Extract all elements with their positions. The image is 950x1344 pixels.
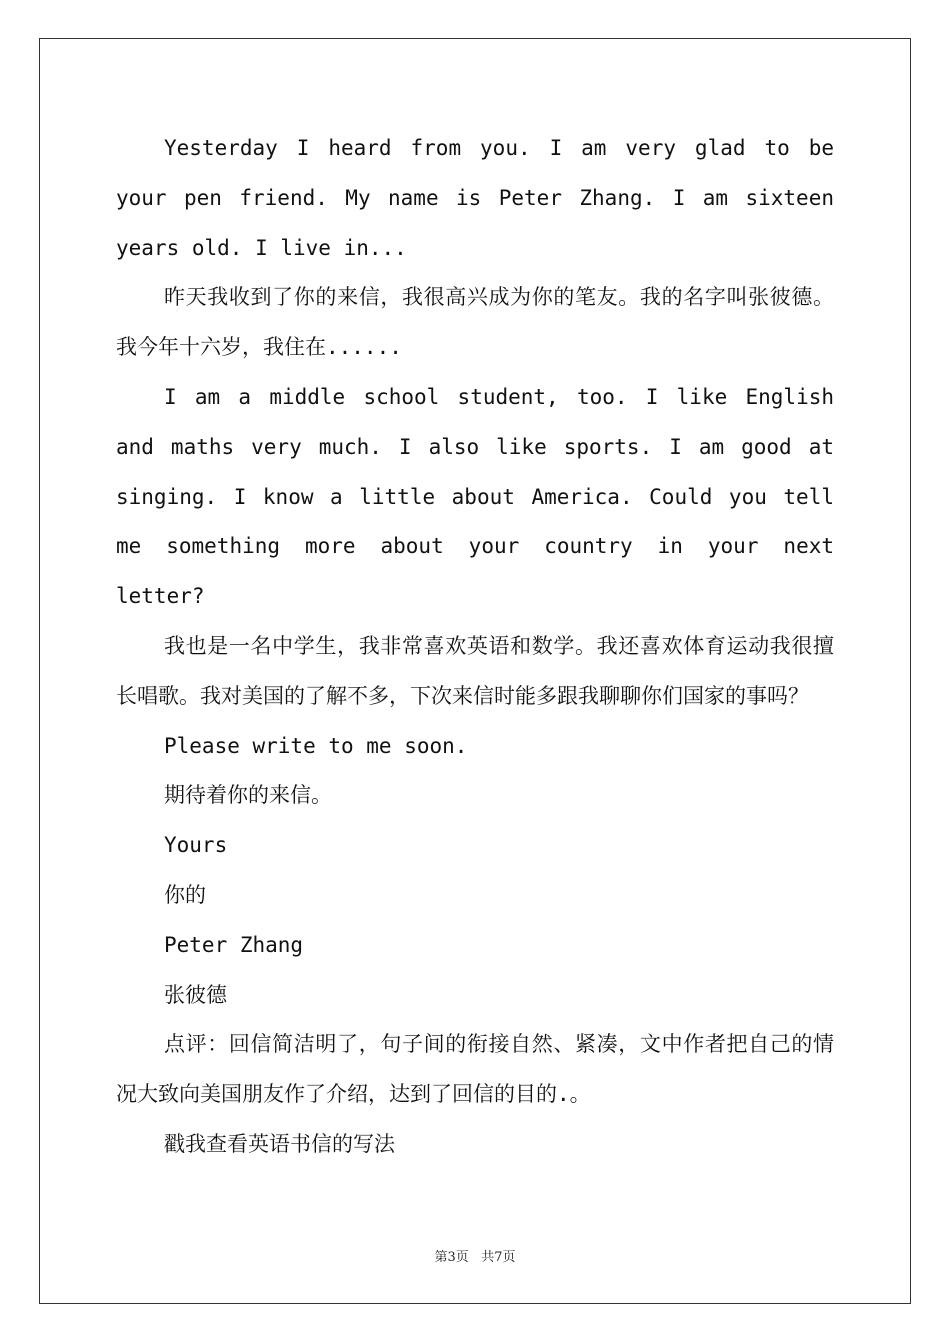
page-number: 第3页: [434, 1250, 469, 1265]
page-total: 共7页: [481, 1250, 516, 1265]
closing-yours: Yours: [164, 833, 228, 858]
signature-name: Peter Zhang: [164, 932, 304, 957]
paragraph-write-soon: Please write to me soon.: [164, 733, 468, 758]
page-footer: [0, 1246, 950, 1265]
paragraph-chinese-intro: 昨天我收到了你的来信，我很高兴成为你的笔友。我的名字叫张彼德。我今年十六岁，我住在......: [116, 285, 834, 360]
link-letter-writing[interactable]: 戳我查看英语书信的写法: [164, 1131, 395, 1156]
signature-name-chinese: 张彼德: [164, 982, 227, 1007]
letter-body: [116, 124, 834, 1170]
paragraph-comment: 点评：回信简洁明了，句子间的衔接自然、紧凑，文中作者把自己的情况大致向美国朋友作了介绍，达到了回信的目的.。: [116, 1032, 834, 1107]
paragraph-english-intro: Yesterday I heard from you. I am very glad to be your pen friend. My name is Peter Zhang. I am sixteen years old. I live in...: [116, 136, 834, 260]
paragraph-chinese-school: 我也是一名中学生，我非常喜欢英语和数学。我还喜欢体育运动我很擅长唱歌。我对美国的了解不多，下次来信时能多跟我聊聊你们国家的事吗？: [116, 633, 834, 708]
closing-yours-chinese: 你的: [164, 882, 206, 907]
paragraph-write-soon-chinese: 期待着你的来信。: [164, 783, 332, 808]
paragraph-english-school: I am a middle school student, too. I like English and maths very much. I also like sports. I am good at singing. I know a little about America. Could you tell me something more about your country in your next letter?: [116, 384, 834, 609]
